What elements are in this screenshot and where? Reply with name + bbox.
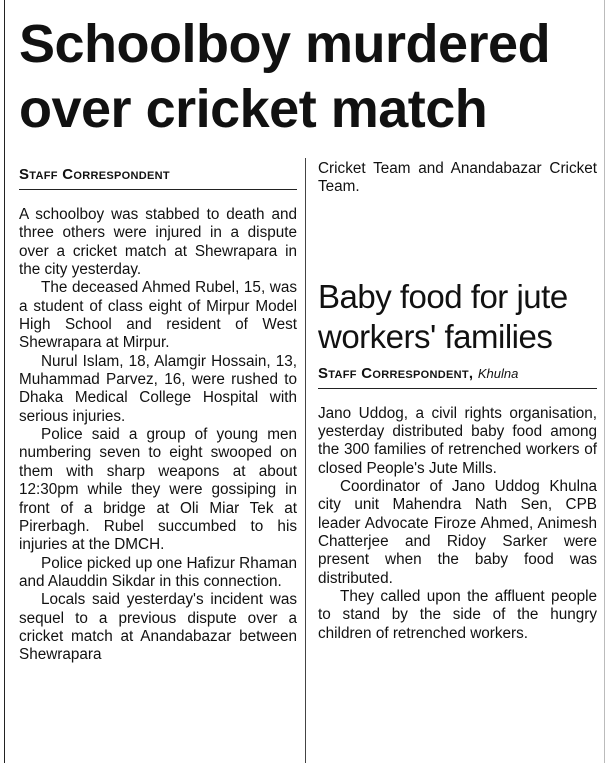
article1-paragraph: The deceased Ahmed Rubel, 15, was a student of class eight of Mirpur Model High School and resident of West Shewrapara at Mirpur.	[19, 279, 297, 352]
article2-byline	[318, 365, 597, 389]
article1-continuation	[318, 160, 597, 197]
article2-paragraph: Jano Uddog, a civil rights organisation, yesterday distributed baby food among the 300 families of retrenched workers of closed People's Jute Mills.	[318, 404, 597, 477]
article1-paragraph: Police said a group of young men numbering seven to eight swooped on them with sharp weapons at about 12:30pm while they were gossiping in front of a bridge at Oli Miar Tek at Pirerbagh. Rubel succumbed to his injuries at the DMCH.	[19, 426, 297, 554]
article1-paragraph: Police picked up one Hafizur Rhaman and Alauddin Sikdar in this connection.	[19, 554, 297, 590]
right-column	[318, 160, 597, 643]
article2-byline-location: Khulna	[477, 365, 519, 381]
column-divider	[305, 158, 306, 763]
article1-continuation-text: Cricket Team and Anandabazar Cricket Team.	[318, 160, 597, 196]
article1-paragraph: A schoolboy was stabbed to death and three others were injured in a dispute over a cricket match at Shewrapara in the city yesterday.	[19, 206, 297, 279]
article1-byline: Staff Correspondent	[19, 166, 297, 190]
article2-paragraph: They called upon the affluent people to stand by the side of the hungry children of retrenched workers.	[318, 588, 597, 642]
article1-paragraph: Nurul Islam, 18, Alamgir Hossain, 13, Muhammad Parvez, 16, were rushed to Dhaka Medical College Hospital with serious injuries.	[19, 352, 297, 425]
article1-paragraph: Locals said yesterday's incident was sequel to a previous dispute over a cricket match at Anandabazar between Shewrapara	[19, 591, 297, 664]
article2-byline-author: Staff Correspondent,	[318, 364, 474, 382]
article2-body	[318, 405, 597, 643]
page-right-border	[604, 0, 605, 763]
main-headline: Schoolboy murdered over cricket match	[19, 14, 551, 139]
article2-headline: Baby food for jute workers' families	[318, 277, 568, 355]
page-left-border	[4, 0, 5, 763]
article1-body	[19, 206, 297, 665]
article2-paragraph: Coordinator of Jano Uddog Khulna city unit Mahendra Nath Sen, CPB leader Advocate Firoze Ahmed, Animesh Chatterjee and Ridoy Sarker were present when the baby food was distributed.	[318, 478, 597, 587]
article-schoolboy-column	[19, 166, 297, 665]
